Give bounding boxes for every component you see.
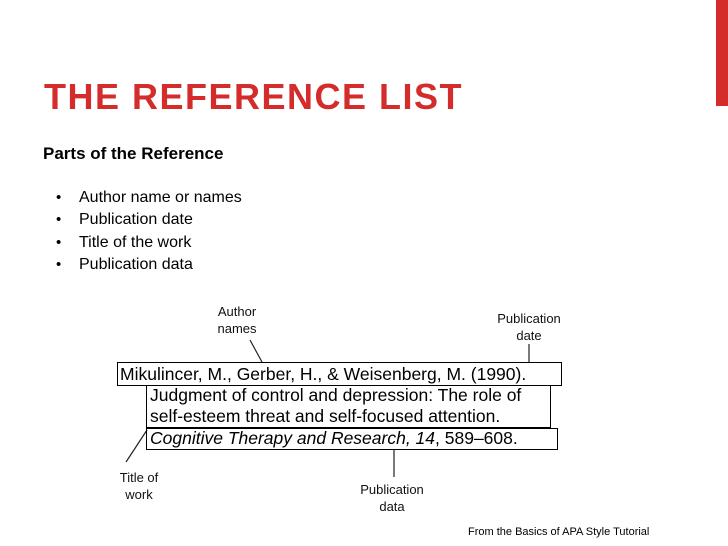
title-callout-line [126,430,147,462]
reference-line-author-date: Mikulincer, M., Gerber, H., & Weisenberg, M. (1990). [120,364,527,384]
reference-line-title-1: Judgment of control and depression: The role of [150,385,522,405]
bullet-item: • Publication data [56,254,242,276]
label-publication-date: Publication date [497,311,561,343]
journal-pages: , 589–608. [435,428,518,448]
author-callout-line [250,340,262,362]
reference-line-publication [150,428,518,449]
source-caption: From the Basics of APA Style Tutorial [468,526,650,538]
bullet-item: • Author name or names [56,187,242,209]
bullet-item: • Title of the work [56,232,242,254]
label-author-names: Author names [217,304,257,336]
journal-name: Cognitive Therapy and Research, 14 [150,428,436,448]
slide-subtitle: Parts of the Reference [43,144,224,163]
label-publication-data: Publication data [360,482,424,514]
slide-title: THE REFERENCE LIST [44,76,464,117]
label-title-of-work: Title of work [119,470,159,502]
reference-line-title-2: self-esteem threat and self-focused attention. [150,406,501,426]
bullet-item: • Publication date [56,209,242,231]
